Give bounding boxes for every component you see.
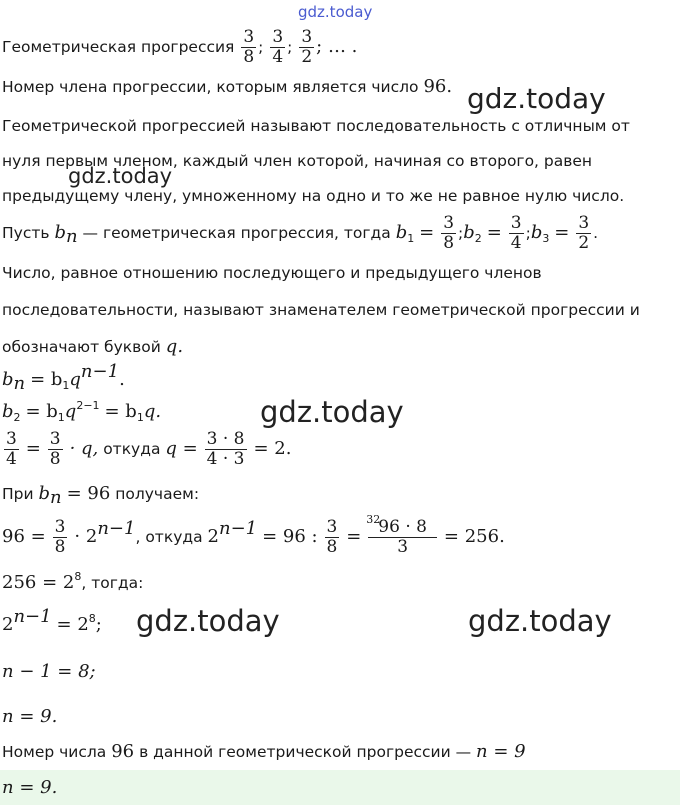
watermark: gdz.today (467, 82, 606, 115)
formula-exponent: $2^{n-1} = 2^8$; (2, 606, 102, 635)
watermark-top: gdz.today (298, 3, 373, 21)
definition-line: предыдущему члену, умноженному на одно и то же не равное нулю число. (2, 187, 625, 205)
formula-general: $b_n = b_1q^{n-1}$. (2, 361, 125, 394)
definition-line: Число, равное отношению последующего и предыдущего членов (2, 264, 542, 282)
formula-256: $256 = 2^8$, тогда: (2, 570, 144, 593)
answer-highlight (0, 770, 680, 805)
fraction: $\frac{3}{4}$ (272, 27, 284, 67)
line-when: При $b_n = 96$ получаем: (2, 483, 200, 508)
watermark: gdz.today (468, 604, 612, 638)
watermark: gdz.today (136, 604, 280, 638)
answer: n = 9. (2, 777, 58, 798)
line-let: Пусть $b_n$ — геометрическая прогрессия, тогда $b_1$ = $\frac{3}{8}$ $;b_2$ = $\frac{3}{4}$ $;b_3$ = $\frac{3}{2}$ . (2, 213, 599, 253)
definition-line: последовательности, называют знаменателем геометрической прогрессии и (2, 301, 640, 319)
line-question: Номер члена прогрессии, которым является число 96. (2, 76, 453, 97)
formula-b2: $b_2 = b_1q^{2-1} = b_1q$. (2, 399, 162, 424)
formula-n-minus-1: n − 1 = 8; (2, 661, 96, 682)
formula-solve: 96 = $\frac{3}{8}$ · $2^{n-1}$, откуда $2^{n-1} = 96$ : $\frac{3}{8}$ = 32 96 · 8 3 = 256. (2, 513, 505, 557)
watermark: gdz.today (68, 164, 173, 188)
fraction: $\frac{3}{8}$ (243, 27, 255, 67)
fraction: $\frac{3}{2}$ (301, 27, 313, 67)
definition-line: обозначают буквой q. (2, 336, 184, 357)
definition-line: нуля первым членом, каждый член которой, начиная со второго, равен (2, 152, 593, 170)
formula-n: n = 9. (2, 706, 58, 727)
formula-q: $\frac{3}{4}$ = $\frac{3}{8}$ · q, откуда q = $\frac{3 \cdot 8}{4 \cdot 3}$ = 2. (6, 429, 292, 469)
conclusion-line: Номер числа 96 в данной геометрической прогрессии — n = 9 (2, 741, 526, 762)
definition-line: Геометрической прогрессией называют последовательность с отличным от (2, 117, 630, 135)
watermark: gdz.today (260, 395, 404, 429)
line-progression: Геометрическая прогрессия $\frac{3}{8}$ ; $\frac{3}{4}$ ; $\frac{3}{2}$ ; … . (2, 27, 358, 67)
